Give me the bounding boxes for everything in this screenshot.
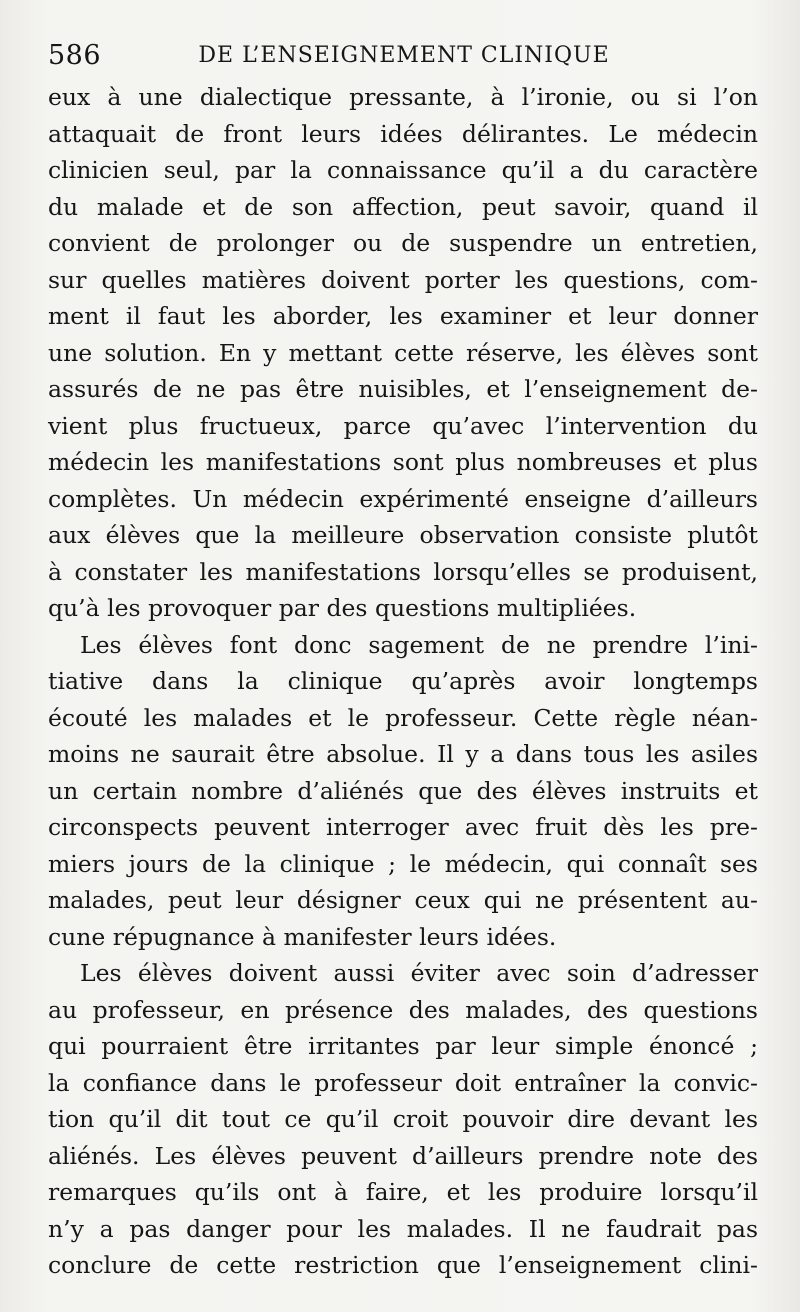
text-line: du malade et de son affection, peut savoir, quand il (48, 192, 758, 221)
text-line: convient de prolonger ou de suspendre un entretien, (48, 229, 758, 257)
text-line: cune répugnance à manifester leurs idées. (48, 922, 557, 951)
paragraph-start-line: Les élèves font donc sagement de ne prendre l’ini- (80, 630, 758, 659)
text-line: tion qu’il dit tout ce qu’il croit pouvoir dire devant les (48, 1105, 758, 1133)
text-line: attaquait de front leurs idées délirantes. Le médecin (48, 119, 758, 148)
text-line: ment il faut les aborder, les examiner et leur donner (48, 302, 758, 330)
text-line: qui pourraient être irritantes par leur simple énoncé ; (48, 1032, 758, 1060)
page-header (48, 36, 760, 76)
text-line: assurés de ne pas être nuisibles, et l’enseignement de- (48, 375, 758, 403)
text-line: tiative dans la clinique qu’après avoir longtemps (48, 667, 758, 695)
text-line: aux élèves que la meilleure observation consiste plutôt (48, 521, 758, 549)
text-line: sur quelles matières doivent porter les questions, com- (48, 265, 758, 294)
text-line: qu’à les provoquer par des questions multipliées. (48, 594, 637, 622)
paragraph-start-line: Les élèves doivent aussi éviter avec soin d’adresser (80, 959, 758, 987)
text-line: complètes. Un médecin expérimenté enseigne d’ailleurs (48, 484, 758, 513)
text-line: miers jours de la clinique ; le médecin, qui connaît ses (48, 849, 758, 878)
text-line: moins ne saurait être absolue. Il y a dans tous les asiles (48, 740, 758, 768)
running-head: DE L’ENSEIGNEMENT CLINIQUE (198, 43, 610, 68)
text-line: eux à une dialectique pressante, à l’ironie, ou si l’on (48, 83, 758, 111)
text-line: malades, peut leur désigner ceux qui ne présentent au- (48, 886, 758, 914)
text-line: un certain nombre d’aliénés que des élèves instruits et (48, 776, 758, 805)
text-line: n’y a pas danger pour les malades. Il ne faudrait pas (48, 1214, 758, 1243)
text-line: écouté les malades et le professeur. Cette règle néan- (48, 703, 758, 732)
text-line: à constater les manifestations lorsqu’elles se produisent, (48, 557, 758, 586)
text-line: circonspects peuvent interroger avec fruit dès les pre- (48, 813, 758, 841)
page-number: 586 (48, 40, 102, 71)
text-line: conclure de cette restriction que l’enseignement clini- (48, 1251, 758, 1279)
text-line: au professeur, en présence des malades, des questions (48, 995, 758, 1024)
body-text (48, 79, 758, 1284)
text-line: remarques qu’ils ont à faire, et les produire lorsqu’il (48, 1178, 758, 1206)
text-line: clinicien seul, par la connaissance qu’il a du caractère (48, 156, 758, 184)
text-line: aliénés. Les élèves peuvent d’ailleurs prendre note des (48, 1141, 758, 1170)
text-line: une solution. En y mettant cette réserve, les élèves sont (48, 338, 758, 367)
text-line: la confiance dans le professeur doit entraîner la convic- (48, 1068, 758, 1097)
text-line: vient plus fructueux, parce qu’avec l’intervention du (48, 411, 758, 440)
text-line: médecin les manifestations sont plus nombreuses et plus (48, 448, 758, 476)
